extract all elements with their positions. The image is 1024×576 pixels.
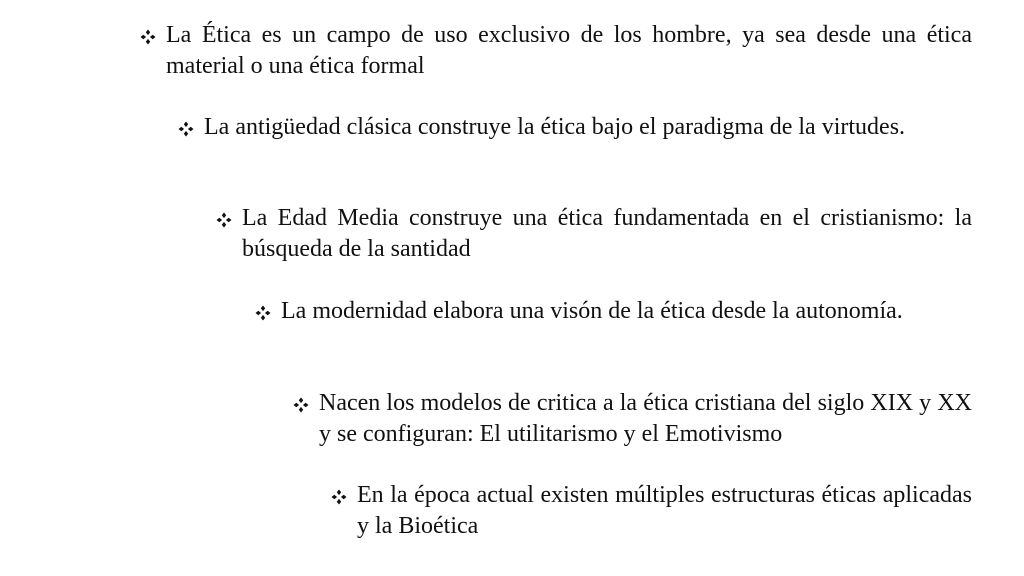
four-diamond-bullet-icon xyxy=(216,203,242,234)
bullet-item xyxy=(331,480,972,542)
four-diamond-bullet-icon xyxy=(178,112,204,143)
bullet-text: Nacen los modelos de critica a la ética cristiana del siglo XIX y XX y se configuran: El utilitarismo y el Emotivismo xyxy=(319,390,972,447)
four-diamond-bullet-icon xyxy=(331,480,357,511)
bullet-item xyxy=(140,20,972,82)
four-diamond-bullet-icon xyxy=(140,20,166,51)
bullet-item xyxy=(178,112,972,143)
bullet-text: La Ética es un campo de uso exclusivo de los hombre, ya sea desde una ética material o una ética formal xyxy=(166,22,972,79)
bullet-item xyxy=(216,203,972,265)
bullet-text: La Edad Media construye una ética fundamentada en el cristianismo: la búsqueda de la santidad xyxy=(242,205,972,262)
bullet-text: La antigüedad clásica construye la ética bajo el paradigma de la virtudes. xyxy=(204,114,906,140)
bullet-item xyxy=(255,296,972,327)
bullet-text: En la época actual existen múltiples estructuras éticas aplicadas y la Bioética xyxy=(357,482,972,539)
four-diamond-bullet-icon xyxy=(255,296,281,327)
bullet-item xyxy=(293,388,972,450)
four-diamond-bullet-icon xyxy=(293,388,319,419)
bullet-text: La modernidad elabora una visón de la ética desde la autonomía. xyxy=(281,298,903,324)
